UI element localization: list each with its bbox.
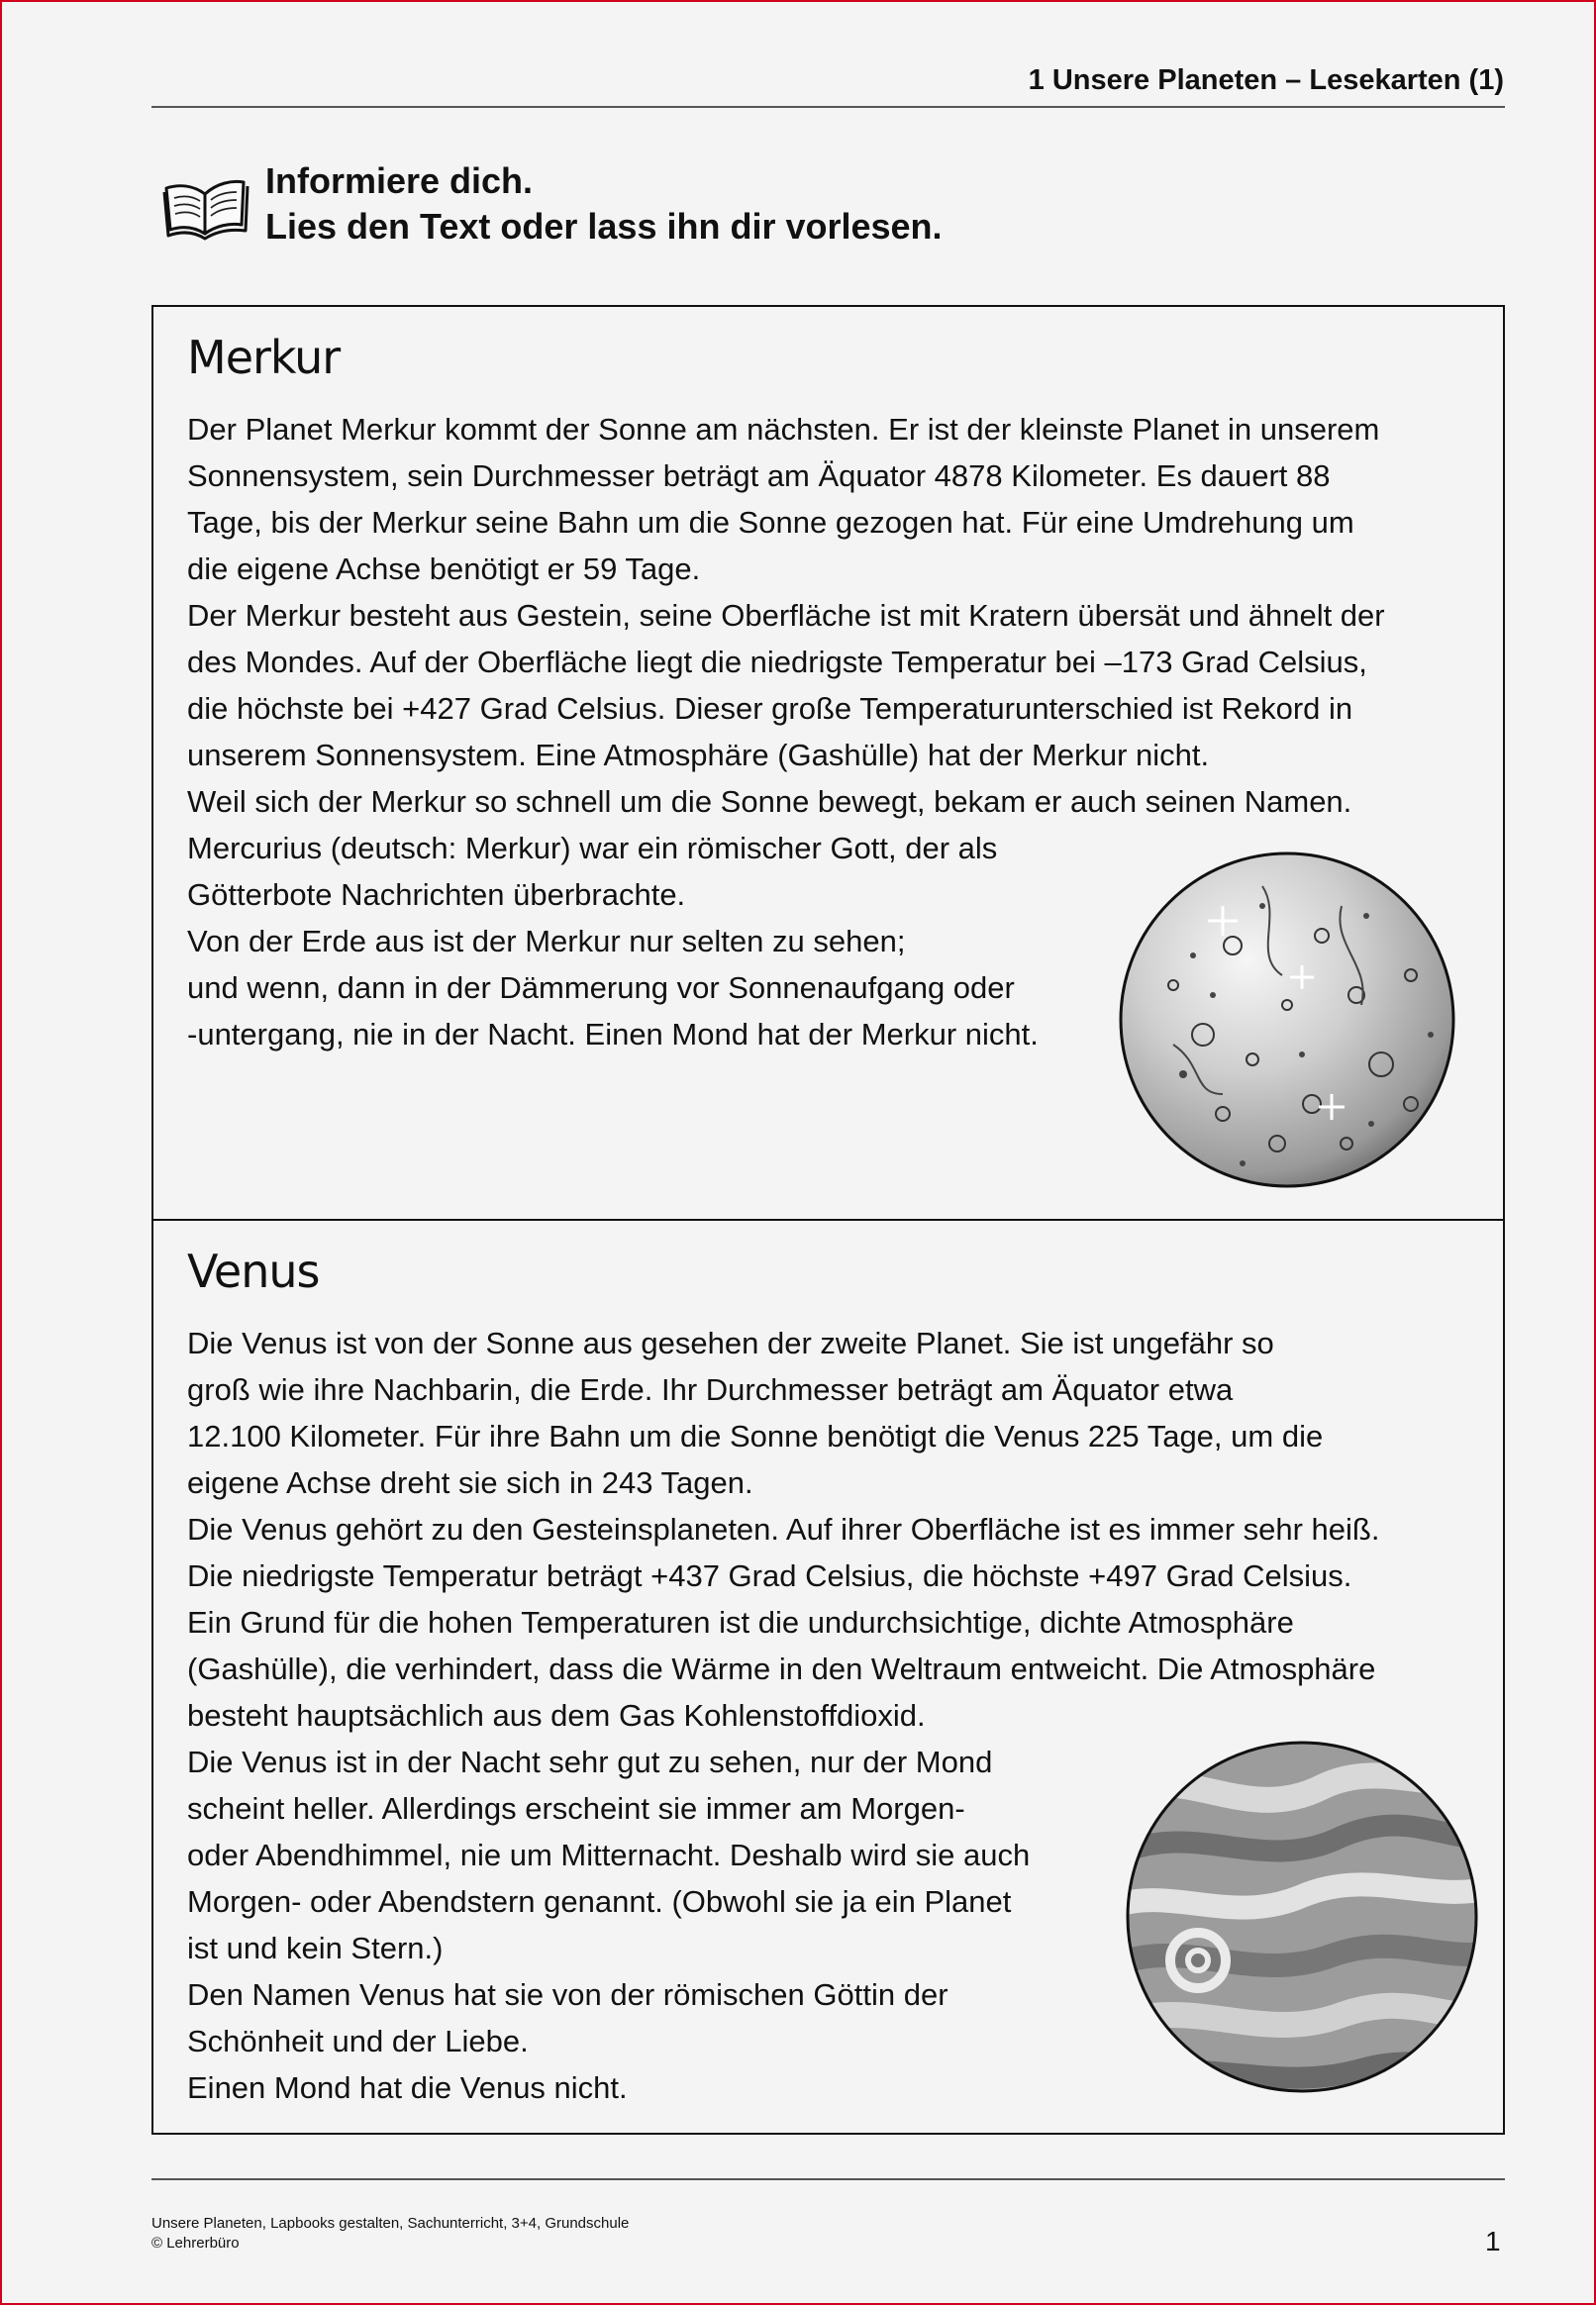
footer-divider [151,2178,1505,2180]
footer-copyright: © Lehrerbüro [151,2235,240,2252]
text-line: Die Venus ist von der Sonne aus gesehen der zweite Planet. Sie ist ungefähr so [187,1326,1274,1360]
text-line: eigene Achse dreht sie sich in 243 Tagen. [187,1465,753,1500]
text-line: die eigene Achse benötigt er 59 Tage. [187,551,701,586]
text-line: Tage, bis der Merkur seine Bahn um die Sonne gezogen hat. Für eine Umdrehung um [187,505,1354,540]
venus-planet-illustration [1124,1738,1480,2101]
card-title-merkur: Merkur [187,331,341,384]
text-line: Morgen- oder Abendstern genannt. (Obwohl sie ja ein Planet [187,1884,1012,1919]
text-line: und wenn, dann in der Dämmerung vor Sonnenaufgang oder [187,970,1015,1005]
text-line: Der Planet Merkur kommt der Sonne am nächsten. Er ist der kleinste Planet in unserem [187,412,1380,447]
text-line: Die Venus gehört zu den Gesteinsplaneten. Auf ihrer Oberfläche ist es immer sehr heiß. [187,1512,1380,1547]
reading-card-merkur [151,305,1505,1221]
text-line: Einen Mond hat die Venus nicht. [187,2070,628,2105]
header-divider [151,106,1505,108]
text-line: Sonnensystem, sein Durchmesser beträgt am Äquator 4878 Kilometer. Es dauert 88 [187,458,1331,493]
text-line: Götterbote Nachrichten überbrachte. [187,877,686,912]
text-line: Schönheit und der Liebe. [187,2024,529,2058]
text-line: scheint heller. Allerdings erscheint sie immer am Morgen- [187,1791,965,1826]
text-line: Von der Erde aus ist der Merkur nur selten zu sehen; [187,924,906,958]
text-line: des Mondes. Auf der Oberfläche liegt die niedrigste Temperatur bei –173 Grad Celsius, [187,645,1367,679]
page-number: 1 [1485,2226,1501,2256]
text-line: besteht hauptsächlich aus dem Gas Kohlenstoffdioxid. [187,1698,926,1733]
text-line: 12.100 Kilometer. Für ihre Bahn um die Sonne benötigt die Venus 225 Tage, um die [187,1419,1324,1453]
reading-card-venus [151,1219,1505,2135]
instruction-line-2: Lies den Text oder lass ihn dir vorlesen. [265,206,943,247]
text-line: ist und kein Stern.) [187,1931,444,1965]
card-title-venus: Venus [187,1245,320,1298]
footer-source: Unsere Planeten, Lapbooks gestalten, Sachunterricht, 3+4, Grundschule [151,2215,630,2232]
text-line: Weil sich der Merkur so schnell um die Sonne bewegt, bekam er auch seinen Namen. [187,784,1352,819]
book-icon [160,174,249,249]
text-line: Ein Grund für die hohen Temperaturen ist die undurchsichtige, dichte Atmosphäre [187,1605,1294,1640]
instruction-line-1: Informiere dich. [265,160,534,201]
text-line: oder Abendhimmel, nie um Mitternacht. Deshalb wird sie auch [187,1838,1031,1872]
mercury-planet-illustration [1114,847,1460,1198]
instruction-text [265,158,943,250]
text-line: (Gashülle), die verhindert, dass die Wärme in den Weltraum entweicht. Die Atmosphäre [187,1652,1376,1686]
text-line: die höchste bei +427 Grad Celsius. Dieser große Temperaturunterschied ist Rekord in [187,691,1353,726]
text-line: Die niedrigste Temperatur beträgt +437 Grad Celsius, die höchste +497 Grad Celsius. [187,1558,1352,1593]
text-line: Die Venus ist in der Nacht sehr gut zu sehen, nur der Mond [187,1745,993,1779]
text-line: Den Namen Venus hat sie von der römischen Göttin der [187,1977,948,2012]
text-line: Mercurius (deutsch: Merkur) war ein römischer Gott, der als [187,831,998,865]
page-header: 1 Unsere Planeten – Lesekarten (1) [1028,64,1504,96]
text-line: unserem Sonnensystem. Eine Atmosphäre (Gashülle) hat der Merkur nicht. [187,738,1210,772]
text-line: Der Merkur besteht aus Gestein, seine Oberfläche ist mit Kratern übersät und ähnelt der [187,598,1385,633]
page-footer [151,2214,629,2254]
text-line: groß wie ihre Nachbarin, die Erde. Ihr Durchmesser beträgt am Äquator etwa [187,1372,1234,1407]
text-line: -untergang, nie in der Nacht. Einen Mond hat der Merkur nicht. [187,1017,1039,1052]
